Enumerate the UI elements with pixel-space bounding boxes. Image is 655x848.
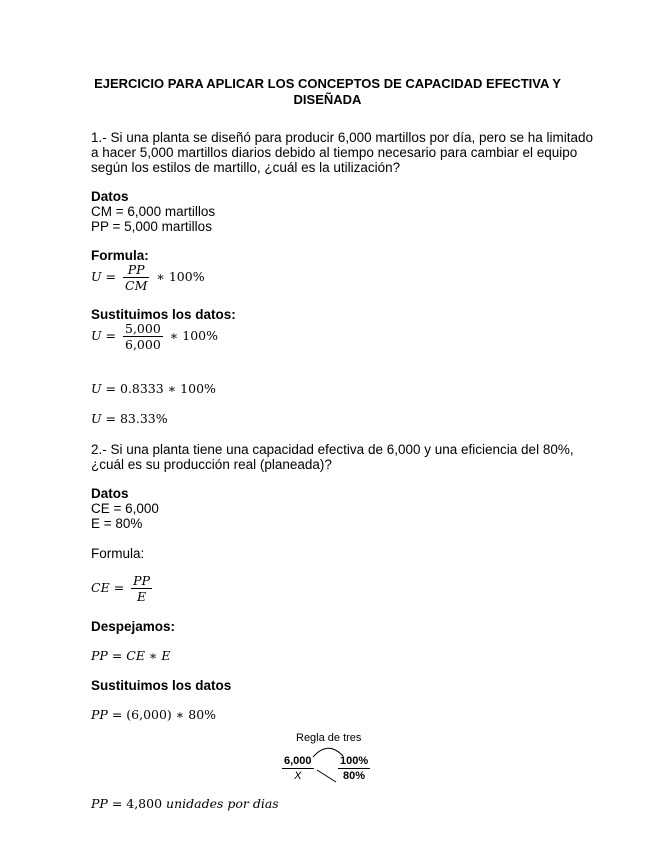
formula-fraction <box>131 573 152 604</box>
result-lhs: PP <box>91 796 108 811</box>
fraction-numerator: 5,000 <box>125 321 161 336</box>
formula-eq: = <box>113 580 125 595</box>
exercise1-line-1: 1.- Si una planta se diseñó para producir 6,000 martillos por día, pero se ha limitado <box>91 130 594 145</box>
result-rhs: = 4,800 <box>111 796 163 811</box>
sub-eq: = <box>105 328 117 343</box>
exercise2-datos-heading: Datos <box>91 486 129 501</box>
fraction-denominator: 6,000 <box>125 337 161 352</box>
step1-lhs: U <box>91 381 102 396</box>
exercise1-sustituimos-heading: Sustituimos los datos: <box>91 307 236 322</box>
regla-left-fraction <box>282 754 314 783</box>
sub-tail: ∗ 100% <box>169 328 218 343</box>
exercise2-formula-heading: Formula: <box>91 546 145 561</box>
exercise1-line-3: según los estilos de martillo, ¿cuál es la utilización? <box>91 160 401 175</box>
regla-right-fraction <box>338 754 370 783</box>
exercise2-despejamos-heading: Despejamos: <box>91 619 176 634</box>
despeje-rhs: = CE ∗ E <box>111 648 171 663</box>
exercise2-datos-e: E = 80% <box>91 516 143 531</box>
formula-lhs: CE <box>91 580 110 595</box>
exercise1-substitution <box>91 321 218 352</box>
exercise1-datos-pp: PP = 5,000 martillos <box>91 219 212 234</box>
exercise1-line-2: a hacer 5,000 martillos diarios debido al tiempo necesario para cambiar el equipo <box>91 145 578 160</box>
page-title: EJERCICIO PARA APLICAR LOS CONCEPTOS DE CAPACIDAD EFECTIVA Y DISEÑADA <box>94 76 561 107</box>
exercise2-substitution <box>91 707 216 722</box>
regla-de-tres-diagram <box>280 732 380 787</box>
despeje-lhs: PP <box>91 648 108 663</box>
exercise2-result <box>91 796 279 811</box>
exercise2-formula <box>91 573 155 604</box>
regla-left-num: 6,000 <box>284 755 312 767</box>
step2-rhs: = 83.33% <box>105 411 168 426</box>
exercise1-datos-heading: Datos <box>91 189 129 204</box>
sub-lhs: PP <box>91 707 108 722</box>
result-units: unidades por dias <box>166 796 279 811</box>
formula-tail: ∗ 100% <box>156 269 205 284</box>
exercise2-line-1: 2.- Si una planta tiene una capacidad efectiva de 6,000 y una eficiencia del 80%, <box>91 442 574 457</box>
exercise1-datos-cm: CM = 6,000 martillos <box>91 204 216 219</box>
exercise1-step2 <box>91 411 168 426</box>
regla-left-den: X <box>294 770 302 782</box>
regla-label: Regla de tres <box>296 732 362 744</box>
step2-lhs: U <box>91 411 102 426</box>
fraction-numerator: PP <box>133 573 150 588</box>
regla-right-num: 100% <box>340 755 369 767</box>
exercise2-despeje <box>91 648 171 663</box>
exercise1-formula <box>91 262 205 293</box>
exercise1-step1 <box>91 381 216 396</box>
formula-fraction <box>123 262 149 293</box>
exercise2-line-2: ¿cuál es su producción real (planeada)? <box>91 457 332 472</box>
fraction-denominator: CM <box>125 278 148 293</box>
formula-lhs: U <box>91 269 102 284</box>
formula-eq: = <box>105 269 117 284</box>
sub-lhs: U <box>91 328 102 343</box>
sub-fraction <box>123 321 163 352</box>
fraction-denominator: E <box>137 589 147 604</box>
exercise2-datos-ce: CE = 6,000 <box>91 501 159 516</box>
exercise1-formula-heading: Formula: <box>91 248 149 263</box>
step1-rhs: = 0.8333 ∗ 100% <box>105 381 216 396</box>
exercise2-sustituimos-heading: Sustituimos los datos <box>91 678 232 693</box>
fraction-numerator: PP <box>123 262 149 278</box>
sub-rhs: = (6,000) ∗ 80% <box>111 707 217 722</box>
regla-right-den: 80% <box>343 770 366 782</box>
